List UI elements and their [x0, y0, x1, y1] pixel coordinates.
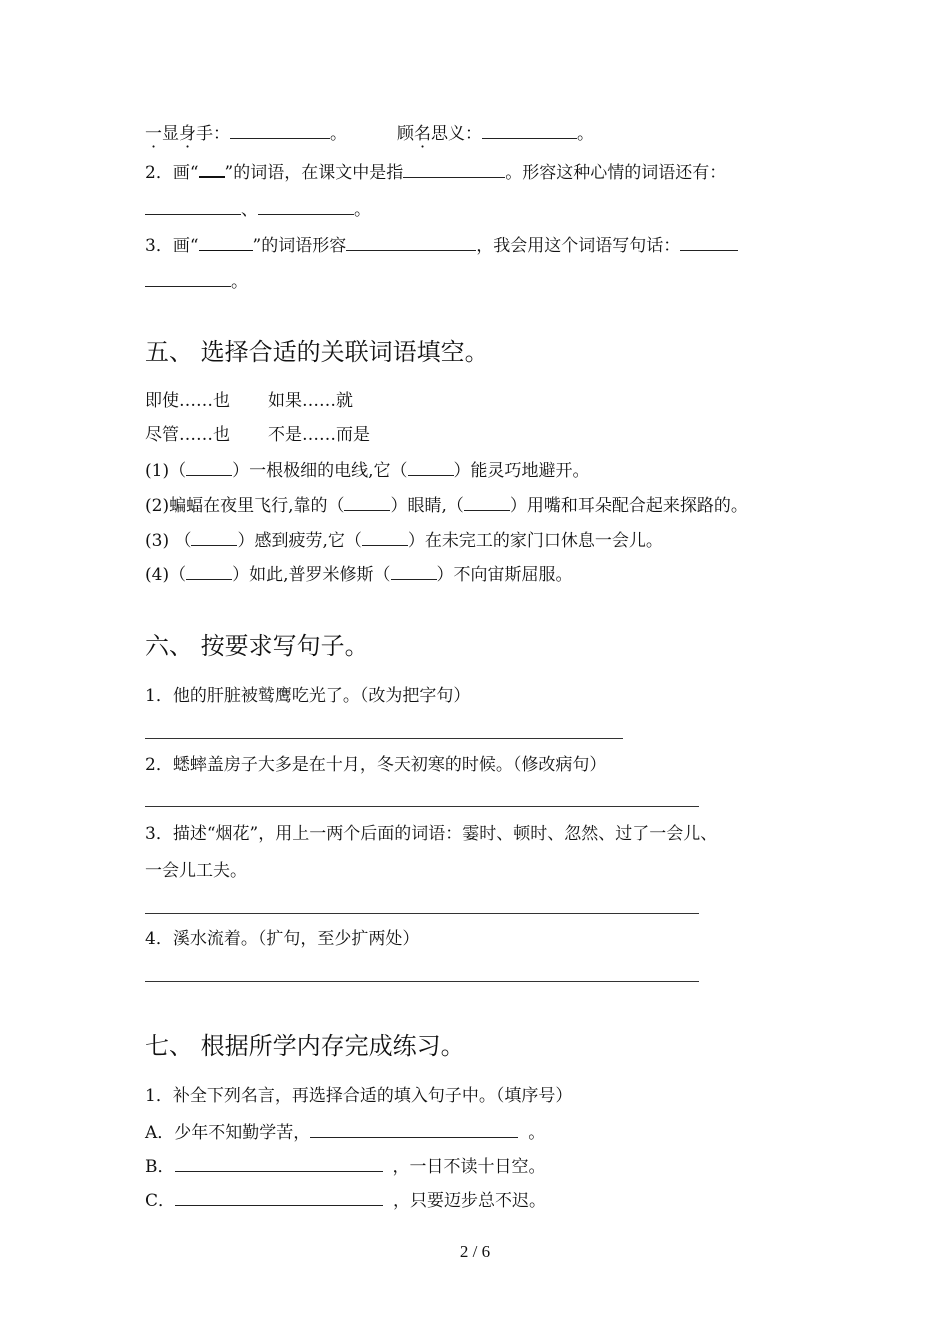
- q-text: 3．画“: [145, 236, 199, 256]
- answer-line-1[interactable]: [145, 738, 623, 739]
- quote-text: B．: [145, 1157, 175, 1177]
- question-4-3: [145, 234, 738, 257]
- question-6-2: 2．蟋蟀盖房子大多是在十月，冬天初寒的时候。（修改病句）: [145, 755, 607, 775]
- item-text: (3) （: [145, 531, 192, 551]
- item-text: (1)（: [145, 461, 187, 481]
- q-text: ，我会用这个词语写句话：: [476, 236, 681, 256]
- item-text: ）不向宙斯屈服。: [436, 565, 573, 585]
- answer-line-4[interactable]: [145, 981, 699, 982]
- fill-blank[interactable]: [186, 563, 232, 580]
- fill-blank[interactable]: [191, 529, 237, 546]
- item-text: (4)（: [145, 565, 187, 585]
- question-6-3-line2: 一会儿工夫。: [145, 861, 247, 881]
- question-4-2: [145, 160, 726, 184]
- period: 。: [528, 1123, 546, 1143]
- idiom-line: [145, 122, 594, 145]
- options-row-2: [145, 424, 370, 446]
- q-text: ”的词语形容: [252, 236, 347, 256]
- quote-text: ，只要迈步总不迟。: [393, 1191, 547, 1211]
- idiom-2-blank[interactable]: [482, 122, 577, 139]
- quote-a: [145, 1121, 545, 1144]
- describe-blank[interactable]: [346, 234, 476, 251]
- period: 。: [577, 124, 594, 144]
- sentence-blank-a[interactable]: [680, 234, 738, 251]
- question-7-1: 1．补全下列名言，再选择合适的填入句子中。（填序号）: [145, 1086, 573, 1106]
- fill-item-4: [145, 563, 573, 586]
- period: 。: [330, 124, 347, 144]
- sentence-blank-b[interactable]: [145, 270, 231, 287]
- section-6-heading: 六、 按要求写句子。: [145, 632, 369, 660]
- q-text: 。形容这种心情的词语还有：: [505, 163, 727, 183]
- quote-text: A．少年不知勤学苦，: [145, 1123, 311, 1143]
- quote-b: [145, 1155, 546, 1178]
- fill-item-1: [145, 459, 590, 482]
- option: 如果……就: [268, 391, 353, 411]
- option: 不是……而是: [268, 425, 370, 445]
- period: 。: [231, 272, 248, 292]
- question-6-3-line1: 3．描述“烟花”，用上一两个后面的词语：霎时、顿时、忽然、过了一会儿、: [145, 824, 718, 844]
- word-blank-2[interactable]: [258, 198, 354, 215]
- fill-blank[interactable]: [408, 459, 454, 476]
- idiom-1-label: 一显身手：: [145, 124, 230, 144]
- fill-blank[interactable]: [362, 529, 408, 546]
- page-number: 2 / 6: [459, 1242, 491, 1261]
- quote-c: [145, 1189, 546, 1212]
- question-4-3-cont: [145, 270, 248, 293]
- meaning-blank[interactable]: [403, 161, 505, 178]
- item-text: ）一根极细的电线,它（: [232, 461, 408, 481]
- item-text: ）能灵巧地避开。: [453, 461, 590, 481]
- option: 尽管……也: [145, 425, 230, 445]
- question-4-2-cont: [145, 198, 371, 221]
- quote-text: ，一日不读十日空。: [392, 1157, 546, 1177]
- item-text: ）感到疲劳,它（: [237, 531, 362, 551]
- options-row-1: [145, 390, 353, 412]
- fill-blank[interactable]: [391, 563, 437, 580]
- word-blank-1[interactable]: [145, 198, 241, 215]
- q-text: ”的词语，在课文中是指: [224, 163, 404, 183]
- question-6-4: 4．溪水流着。（扩句，至少扩两处）: [145, 929, 420, 949]
- fill-blank[interactable]: [464, 494, 510, 511]
- quote-blank-c[interactable]: [175, 1189, 383, 1206]
- fill-blank[interactable]: [186, 459, 232, 476]
- item-text: ）眼睛,（: [390, 496, 464, 516]
- question-6-1: 1．他的肝脏被鹫鹰吃光了。（改为把字句）: [145, 686, 471, 706]
- underline-sample: [199, 160, 225, 178]
- idiom-2-label: 顾名思义：: [397, 124, 482, 144]
- section-5-heading: 五、 选择合适的关联词语填空。: [145, 338, 489, 366]
- quote-blank-b[interactable]: [175, 1155, 383, 1172]
- answer-line-3[interactable]: [145, 913, 699, 914]
- item-text: (2)蝙蝠在夜里飞行,靠的（: [145, 496, 345, 516]
- idiom-1-blank[interactable]: [230, 122, 330, 139]
- item-text: ）在未完工的家门口休息一会儿。: [407, 531, 663, 551]
- quote-text: C．: [145, 1191, 176, 1211]
- item-text: ）如此,普罗米修斯（: [232, 565, 391, 585]
- fill-item-2: [145, 494, 748, 517]
- fill-item-3: [145, 529, 663, 552]
- underline-sample-2: [199, 234, 253, 251]
- separator: 、: [241, 200, 258, 220]
- period: 。: [354, 200, 371, 220]
- section-7-heading: 七、 根据所学内存完成练习。: [145, 1032, 465, 1060]
- option: 即使……也: [145, 391, 230, 411]
- quote-blank-a[interactable]: [310, 1121, 518, 1138]
- fill-blank[interactable]: [344, 494, 390, 511]
- answer-line-2[interactable]: [145, 806, 699, 807]
- q-text: 2．画“: [145, 163, 199, 183]
- item-text: ）用嘴和耳朵配合起来探路的。: [509, 496, 748, 516]
